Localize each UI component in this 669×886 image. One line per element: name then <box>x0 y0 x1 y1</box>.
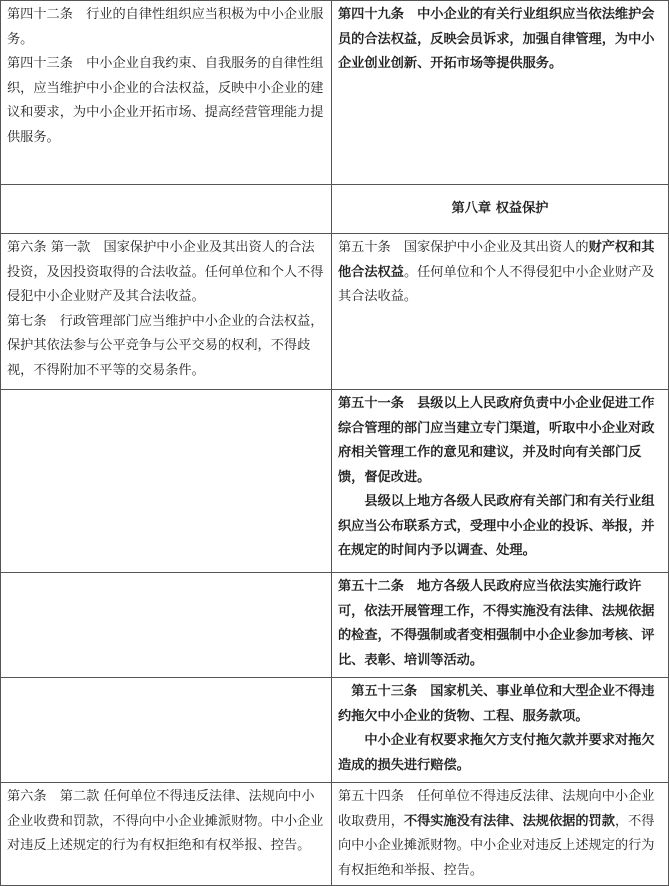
table-row <box>1 390 669 573</box>
old-law-cell-empty <box>1 573 332 678</box>
new-law-cell <box>332 678 669 783</box>
article-49: 第四十九条 中小企业的有关行业组织应当依法维护会员的合法权益，反映会员诉求，加强自律管理，为中小企业创业创新、开拓市场等提供服务。 <box>338 7 655 71</box>
article-50-text-a: 第五十条 国家保护中小企业及其出资人的 <box>338 240 589 255</box>
article-50 <box>338 236 662 310</box>
article-54-text-a: 第五十四条 任何单位不得违反法律、法规向中小企业收取费用， <box>338 789 655 829</box>
article-52: 第五十二条 地方各级人民政府应当依法实施行政许可，依法开展管理工作，不得实施没有法律、法规依据的检查，不得强制或者变相强制中小企业参加考核、评比、表彰、培训等活动。 <box>338 579 655 668</box>
old-law-cell <box>1 783 332 886</box>
article-50-highlight: 财产权和其他合法权益 <box>338 240 655 280</box>
article-42: 第四十二条 行业的自律性组织应当积极为中小企业服务。 <box>7 7 324 47</box>
article-54 <box>338 785 662 883</box>
old-law-cell-empty <box>1 390 332 573</box>
old-law-cell-empty <box>1 678 332 783</box>
article-54-text-c: ，不得向中小企业摊派财物。中小企业对违反上述规定的行为有权拒绝和举报、控告。 <box>338 813 655 878</box>
chapter-heading: 第八章 权益保护 <box>451 200 549 216</box>
table-row <box>1 783 669 886</box>
article-6-clause-2: 第六条 第二款 任何单位不得违反法律、法规向中小企业收费和罚款，不得向中小企业摊派财物。中小企业对违反上述规定的行为有权拒绝和有权举报、控告。 <box>7 789 324 853</box>
new-law-cell <box>332 234 669 390</box>
new-law-cell <box>332 783 669 886</box>
article-43: 第四十三条 中小企业自我约束、自我服务的自律性组织，应当维护中小企业的合法权益，反映中小企业的建议和要求，为中小企业开拓市场、提高经营管理能力提供服务。 <box>7 56 324 145</box>
new-law-cell <box>332 390 669 573</box>
article-51-paragraph-2: 县级以上地方各级人民政府有关部门和有关行业组织应当公布联系方式，受理中小企业的投诉、举报，并在规定的时间内予以调查、处理。 <box>338 494 655 558</box>
old-law-cell-empty <box>1 185 332 234</box>
table-row <box>1 573 669 678</box>
new-law-cell <box>332 185 669 234</box>
table-row <box>1 678 669 783</box>
article-7: 第七条 行政管理部门应当维护中小企业的合法权益，保护其依法参与公平竞争与公平交易的权利，不得歧视，不得附加不平等的交易条件。 <box>7 313 324 378</box>
article-51: 第五十一条 县级以上人民政府负责中小企业促进工作综合管理的部门应当建立专门渠道，听取中小企业对政府相关管理工作的意见和建议，并及时向有关部门反馈，督促改进。 <box>338 396 655 485</box>
article-53: 第五十三条 国家机关、事业单位和大型企业不得违约拖欠中小企业的货物、工程、服务款项。 <box>338 684 655 724</box>
article-54-highlight: 不得实施没有法律、法规依据的罚款 <box>403 813 615 829</box>
old-law-cell <box>1 1 332 185</box>
table-row <box>1 185 669 234</box>
old-law-cell <box>1 234 332 390</box>
article-50-text-c: 。任何单位和个人不得侵犯中小企业财产及其合法收益。 <box>338 264 655 304</box>
table-row <box>1 1 669 185</box>
table-row <box>1 234 669 390</box>
new-law-cell <box>332 573 669 678</box>
article-6-clause-1: 第六条 第一款 国家保护中小企业及其出资人的合法投资，及因投资取得的合法收益。任何单位和个人不得侵犯中小企业财产及其合法收益。 <box>7 240 324 304</box>
new-law-cell <box>332 1 669 185</box>
article-53-paragraph-2: 中小企业有权要求拖欠方支付拖欠款并要求对拖欠造成的损失进行赔偿。 <box>338 733 655 773</box>
